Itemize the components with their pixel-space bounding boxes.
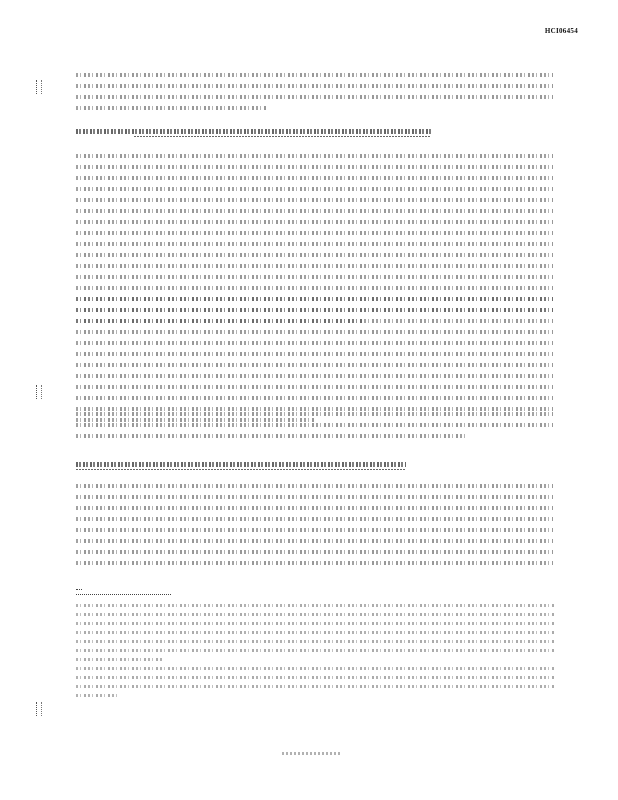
paragraph-intro — [76, 73, 553, 117]
margin-mark — [36, 385, 42, 399]
section-heading — [76, 129, 431, 134]
footnote-marker — [76, 589, 82, 590]
margin-mark — [36, 702, 42, 716]
paragraph-body — [76, 412, 553, 445]
page-number — [282, 752, 342, 755]
section-heading — [76, 462, 406, 467]
footnote-rule — [76, 594, 171, 595]
margin-mark — [36, 80, 42, 94]
paragraph-body — [76, 297, 553, 429]
footnotes — [76, 604, 556, 703]
paragraph-body — [76, 484, 553, 572]
bates-number: HCI06454 — [544, 27, 578, 35]
